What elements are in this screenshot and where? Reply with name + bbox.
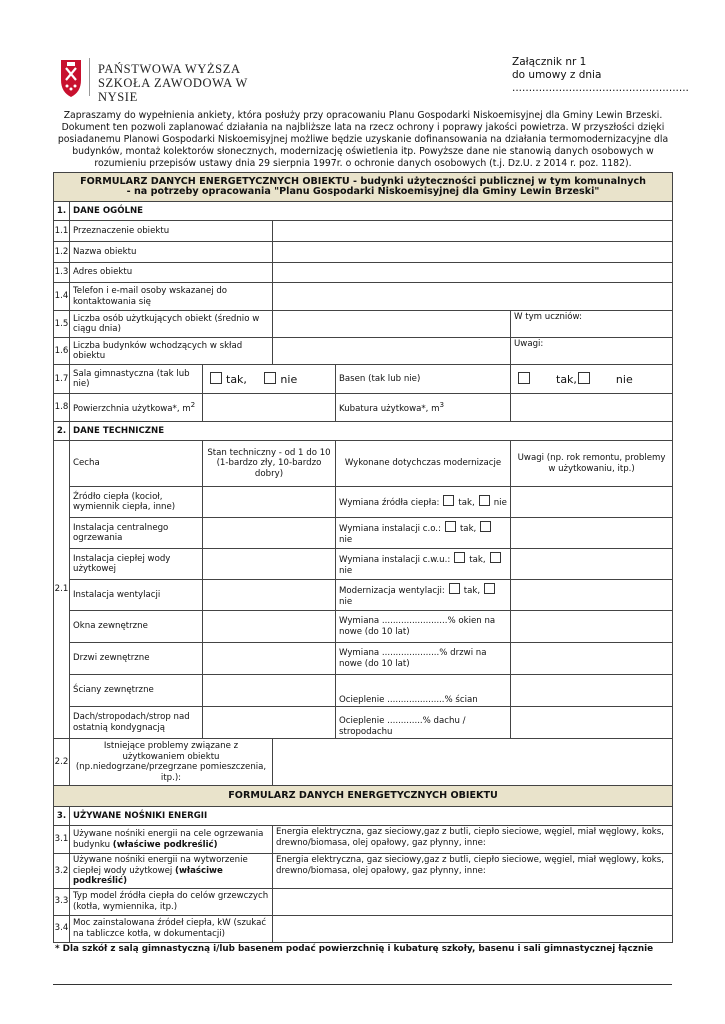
row-3-2-number: 3.2	[54, 854, 70, 889]
buildings-count-field[interactable]	[273, 338, 511, 365]
section-3-number: 3.	[54, 807, 70, 826]
ventilation-mod-label: Modernizacja wentylacji:	[339, 586, 445, 596]
area-field[interactable]	[203, 394, 336, 422]
row-1-5-label: Liczba osób użytkujących obiekt (średnio w ciągu dnia)	[70, 311, 273, 338]
crest-icon	[58, 58, 84, 98]
roof-modernization[interactable]: Ocieplenie .............% dachu / stropodachu	[336, 707, 511, 739]
pool-no-label: nie	[615, 373, 633, 387]
hot-water-no-checkbox[interactable]	[490, 552, 501, 563]
volume-label-text: Kubatura użytkowa*, m	[339, 404, 440, 415]
central-heating-yes-label: tak,	[459, 524, 477, 534]
row-1-5-number: 1.5	[54, 311, 70, 338]
section-1-number: 1.	[54, 202, 70, 221]
hot-water-condition-field[interactable]	[203, 549, 336, 580]
heat-source-modernization	[336, 487, 511, 518]
annex-header	[512, 56, 689, 95]
heat-source-yes-label: tak,	[458, 498, 475, 509]
central-heating-modernization	[336, 518, 511, 549]
tech-row-ventilation: Instalacja wentylacji	[70, 580, 203, 611]
heating-energy-options[interactable]: Energia elektryczna, gaz sieciowy,gaz z butli, ciepło sieciowe, węgiel, miał węglowy, koks, drewno/biomasa, olej opałowy, gaz płynny, inne:	[273, 826, 673, 854]
tech-row-roof: Dach/stropodach/strop nad ostatnią kondygnacją	[70, 707, 203, 739]
row-2-2-number: 2.2	[54, 739, 70, 786]
pool-no-checkbox[interactable]	[578, 372, 590, 384]
logo-line-1: PAŃSTWOWA WYŻSZA	[98, 62, 241, 76]
tech-row-heat-source: Źródło ciepła (kocioł, wymiennik ciepła, inne)	[70, 487, 203, 518]
pool-yes-checkbox[interactable]	[518, 372, 530, 384]
hot-water-mod-label: Wymiana instalacji c.w.u.:	[339, 555, 451, 565]
row-3-3-label: Typ model źródła ciepła do celów grzewczych (kotła, wymiennika, itp.)	[70, 888, 273, 915]
energy-form-table	[53, 172, 673, 943]
hot-water-no-label: nie	[339, 565, 353, 576]
row-3-3-number: 3.3	[54, 888, 70, 915]
heat-source-no-label: nie	[493, 498, 507, 509]
bottom-rule	[53, 984, 672, 985]
tech-row-walls: Ściany zewnętrzne	[70, 675, 203, 707]
form-title-line-1: FORMULARZ DANYCH ENERGETYCZNYCH OBIEKTU - budynki użyteczności publicznej w tym komunalnych	[80, 175, 646, 187]
heat-source-condition-field[interactable]	[203, 487, 336, 518]
windows-remarks-field[interactable]	[511, 611, 673, 643]
purpose-field[interactable]	[273, 221, 673, 242]
heat-source-model-field[interactable]	[273, 888, 673, 915]
ventilation-remarks-field[interactable]	[511, 580, 673, 611]
tech-col-remarks: Uwagi (np. rok remontu, problemy w użytkowaniu, itp.)	[511, 441, 673, 487]
section-3-label: UŻYWANE NOŚNIKI ENERGII	[70, 807, 673, 826]
tech-col-condition: Stan techniczny - od 1 do 10 (1-bardzo zły, 10-bardzo dobry)	[203, 441, 336, 487]
row-1-1-number: 1.1	[54, 221, 70, 242]
heat-source-no-checkbox[interactable]	[479, 495, 490, 506]
ventilation-yes-checkbox[interactable]	[449, 583, 460, 594]
central-heating-remarks-field[interactable]	[511, 518, 673, 549]
roof-remarks-field[interactable]	[511, 707, 673, 739]
intro-paragraph: Zapraszamy do wypełnienia ankiety, która posłuży przy opracowaniu Planu Gospodarki Niskoemisyjnej dla Gminy Lewin Brzeski. Dokument ten pozwoli zaplanować działania na najbliższe lata na rzecz ochrony i poprawy jakości powietrza. W przyszłości dzięki posiadanemu Planowi Gospodarki Niskoemisyjnej możliwe będzie uzyskanie dofinansowania na działania termomodernizacyjne dla budynków, montaż kolektorów słonecznych, modernizację oświetlenia itp. Powyższe dane nie stanowią danych osobowych w rozumieniu przepisów ustawy dnia 29 sierpnia 1997r. o ochronie danych osobowych (t.j. Dz.U. z 2014 r. poz. 1182).	[57, 110, 669, 169]
gym-no-checkbox[interactable]	[264, 372, 276, 384]
doors-remarks-field[interactable]	[511, 643, 673, 675]
annex-line-2: do umowy z dnia	[512, 69, 602, 81]
central-heating-mod-label: Wymiana instalacji c.o.:	[339, 524, 441, 534]
row-1-1-label: Przeznaczenie obiektu	[70, 221, 273, 242]
users-count-field[interactable]	[273, 311, 511, 338]
row-3-2-label	[70, 854, 273, 889]
problems-field[interactable]	[273, 739, 673, 786]
school-logo	[56, 56, 286, 104]
row-1-2-number: 1.2	[54, 242, 70, 263]
footnote: * Dla szkół z salą gimnastyczną i/lub basenem podać powierzchnię i kubaturę szkoły, basenu i sali gimnastycznej łącznie	[55, 944, 654, 954]
ventilation-no-checkbox[interactable]	[484, 583, 495, 594]
form-title	[54, 173, 673, 202]
row-1-2-label: Nazwa obiektu	[70, 242, 273, 263]
pool-label: Basen (tak lub nie)	[336, 365, 511, 394]
area-label-text: Powierzchnia użytkowa*, m	[73, 404, 191, 415]
address-field[interactable]	[273, 263, 673, 283]
gym-no-label: nie	[280, 373, 298, 387]
heat-source-yes-checkbox[interactable]	[443, 495, 454, 506]
form-title-line-2: - na potrzeby opracowania "Planu Gospodarki Niskoemisyjnej dla Gminy Lewin Brzeski"	[126, 186, 600, 197]
doors-condition-field[interactable]	[203, 643, 336, 675]
doors-modernization[interactable]: Wymiana .....................% drzwi na nowe (do 10 lat)	[336, 643, 511, 675]
gym-options	[203, 365, 336, 394]
heat-source-remarks-field[interactable]	[511, 487, 673, 518]
logo-line-2: SZKOŁA ZAWODOWA W NYSIE	[98, 76, 248, 104]
row-2-2-label: Istniejące problemy związane z użytkowaniem obiektu (np.niedogrzane/przegrzane pomieszczenia, itp.):	[70, 739, 273, 786]
row-3-4-label: Moc zainstalowana źródeł ciepła, kW (szukać na tabliczce kotła, w dokumentacji)	[70, 915, 273, 942]
hot-water-yes-checkbox[interactable]	[454, 552, 465, 563]
section-2-label: DANE TECHNICZNE	[70, 422, 673, 441]
tech-row-central-heating: Instalacja centralnego ogrzewania	[70, 518, 203, 549]
hot-water-energy-options[interactable]: Energia elektryczna, gaz sieciowy,gaz z butli, ciepło sieciowe, węgiel, miał węglowy, koks, drewno/biomasa, olej opałowy, gaz płynny, inne:	[273, 854, 673, 889]
ventilation-condition-field[interactable]	[203, 580, 336, 611]
tech-row-doors: Drzwi zewnętrzne	[70, 643, 203, 675]
walls-condition-field[interactable]	[203, 675, 336, 707]
row-1-4-number: 1.4	[54, 283, 70, 311]
walls-modernization[interactable]: Ocieplenie .....................% ścian	[336, 675, 511, 707]
logo-separator	[89, 58, 90, 96]
row-3-1-label-text: Używane nośniki energii na cele ogrzewania budynku	[73, 829, 264, 850]
ventilation-yes-label: tak,	[463, 586, 481, 596]
logo-text	[98, 62, 286, 104]
row-3-1-label	[70, 826, 273, 854]
ventilation-modernization	[336, 580, 511, 611]
row-3-4-number: 3.4	[54, 915, 70, 942]
central-heating-no-label: nie	[339, 534, 353, 545]
hot-water-modernization	[336, 549, 511, 580]
central-heating-no-checkbox[interactable]	[480, 521, 491, 532]
pool-yes-label: tak,	[556, 373, 577, 387]
hot-water-yes-label: tak,	[469, 555, 486, 565]
installed-power-field[interactable]	[273, 915, 673, 942]
ventilation-no-label: nie	[339, 596, 353, 607]
contact-field[interactable]	[273, 283, 673, 311]
buildings-remarks-field[interactable]: Uwagi:	[511, 338, 673, 365]
name-field[interactable]	[273, 242, 673, 263]
volume-unit-sup: 3	[439, 400, 445, 410]
form-title-2: FORMULARZ DANYCH ENERGETYCZNYCH OBIEKTU	[54, 786, 673, 807]
row-3-2-label-bold: (właściwe podkreślić)	[73, 865, 223, 886]
pool-options	[511, 365, 673, 394]
windows-modernization[interactable]: Wymiana ........................% okien na nowe (do 10 lat)	[336, 611, 511, 643]
gym-yes-checkbox[interactable]	[210, 372, 222, 384]
walls-remarks-field[interactable]	[511, 675, 673, 707]
volume-field[interactable]	[511, 394, 673, 422]
annex-line-3: .....................................................	[512, 82, 689, 94]
annex-line-1: Załącznik nr 1	[512, 56, 587, 68]
row-1-7-label: Sala gimnastyczna (tak lub nie)	[70, 365, 203, 394]
row-3-1-label-bold: (właściwe podkreślić)	[112, 839, 218, 850]
section-2-number: 2.	[54, 422, 70, 441]
gym-yes-label: tak,	[226, 373, 247, 387]
row-1-7-number: 1.7	[54, 365, 70, 394]
row-1-3-label: Adres obiektu	[70, 263, 273, 283]
row-3-2-label-text: Używane nośniki energii na wytworzenie ciepłej wody użytkowej	[73, 855, 248, 876]
tech-col-feature: Cecha	[70, 441, 203, 487]
row-3-1-number: 3.1	[54, 826, 70, 854]
tech-row-hot-water: Instalacja ciepłej wody użytkowej	[70, 549, 203, 580]
row-1-8-number: 1.8	[54, 394, 70, 422]
row-1-3-number: 1.3	[54, 263, 70, 283]
hot-water-remarks-field[interactable]	[511, 549, 673, 580]
area-unit-sup: 2	[190, 400, 196, 410]
row-1-6-label: Liczba budynków wchodzących w skład obiektu	[70, 338, 273, 365]
row-2-1-number: 2.1	[54, 441, 70, 739]
volume-label	[336, 394, 511, 422]
row-1-4-label: Telefon i e-mail osoby wskazanej do kontaktowania się	[70, 283, 273, 311]
roof-condition-field[interactable]	[203, 707, 336, 739]
section-1-label: DANE OGÓLNE	[70, 202, 673, 221]
central-heating-condition-field[interactable]	[203, 518, 336, 549]
area-label	[70, 394, 203, 422]
tech-row-windows: Okna zewnętrzne	[70, 611, 203, 643]
central-heating-yes-checkbox[interactable]	[445, 521, 456, 532]
tech-col-modernization: Wykonane dotychczas modernizacje	[336, 441, 511, 487]
windows-condition-field[interactable]	[203, 611, 336, 643]
heat-source-mod-label: Wymiana źródła ciepła:	[339, 498, 440, 509]
students-count-field[interactable]: W tym uczniów:	[511, 311, 673, 338]
row-1-6-number: 1.6	[54, 338, 70, 365]
